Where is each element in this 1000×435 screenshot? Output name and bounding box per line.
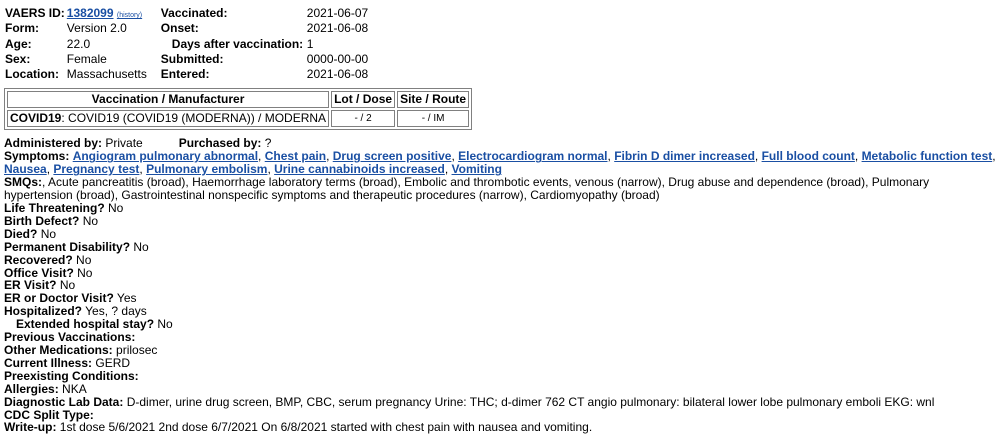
birth-defect-label: Birth Defect?: [4, 213, 80, 228]
diagnostic-row: [4, 396, 1000, 409]
age-label: Age:: [5, 36, 32, 51]
symptom-link[interactable]: Nausea: [4, 162, 47, 177]
symptom-link[interactable]: Metabolic function test: [861, 149, 993, 164]
purchased-by-label: Purchased by:: [178, 136, 262, 151]
col-vaccination-manufacturer: Vaccination / Manufacturer: [7, 91, 329, 108]
cdc-split-label: CDC Split Type:: [4, 407, 94, 422]
allergies-label: Allergies:: [4, 381, 59, 396]
sex-value: Female: [66, 51, 107, 66]
history-link[interactable]: (history): [116, 12, 143, 19]
vax-code: COVID19: [10, 111, 62, 126]
preexisting-row: [4, 370, 1000, 383]
location-value: Massachusetts: [66, 67, 147, 82]
er-doctor-visit-value: Yes: [116, 291, 137, 306]
symptom-link[interactable]: Electrocardiogram normal: [458, 149, 608, 164]
smqs-label: SMQs:: [4, 175, 43, 190]
writeup-row: [4, 421, 1000, 434]
symptom-link[interactable]: Angiogram pulmonary abnormal: [72, 149, 259, 164]
office-visit-label: Office Visit?: [4, 265, 74, 280]
administered-by-value: Private: [105, 136, 143, 151]
birth-defect-row: [4, 215, 1000, 228]
preexisting-label: Preexisting Conditions:: [4, 368, 139, 383]
diagnostic-value: D-dimer, urine drug screen, BMP, CBC, serum pregnancy Urine: THC; d-dimer 762 CT angio pulmonary: bilateral lower lobe pulmonary emboli EKG: wnl: [126, 394, 935, 409]
onset-label: Onset:: [160, 21, 199, 36]
symptom-link[interactable]: Full blood count: [761, 149, 855, 164]
extended-stay-value: No: [157, 317, 173, 332]
vaccinated-label: Vaccinated:: [160, 6, 228, 20]
vax-name: : COVID19 (COVID19 (MODERNA)) / MODERNA: [61, 111, 327, 126]
days-after-label: Days after vaccination:: [171, 36, 304, 51]
lot-dose-cell: - / 2: [331, 110, 395, 127]
days-after-value: 1: [306, 36, 314, 51]
symptom-link[interactable]: Urine cannabinoids increased: [274, 162, 445, 177]
died-row: [4, 228, 1000, 241]
life-threatening-row: [4, 202, 1000, 215]
allergies-value: NKA: [62, 381, 87, 396]
entered-value: 2021-06-08: [306, 67, 369, 82]
symptoms-label: Symptoms:: [4, 149, 70, 164]
hospitalized-label: Hospitalized?: [4, 304, 83, 319]
administered-by-label: Administered by:: [4, 136, 103, 151]
other-medications-label: Other Medications:: [4, 342, 113, 357]
permanent-disability-value: No: [133, 239, 149, 254]
vaccination-table-header: [7, 91, 469, 108]
form-label: Form:: [5, 21, 39, 36]
er-doctor-visit-label: ER or Doctor Visit?: [4, 291, 114, 306]
header-row: [4, 38, 408, 53]
vaccinated-value: 2021-06-07: [306, 6, 369, 20]
vaers-id-cell: [66, 7, 160, 22]
birth-defect-value: No: [82, 213, 99, 228]
current-illness-value: GERD: [95, 355, 131, 370]
recovered-label: Recovered?: [4, 252, 73, 267]
header-row: [4, 22, 408, 37]
died-label: Died?: [4, 226, 38, 241]
er-visit-row: [4, 279, 1000, 292]
previous-vaccinations-label: Previous Vaccinations:: [4, 330, 136, 345]
extended-stay-label: Extended hospital stay?: [16, 317, 155, 332]
smqs-row: [4, 176, 1000, 202]
onset-value: 2021-06-08: [306, 21, 369, 36]
location-label: Location:: [5, 67, 59, 82]
age-value: 22.0: [66, 36, 91, 51]
office-visit-value: No: [77, 265, 93, 280]
er-visit-label: ER Visit?: [4, 278, 57, 293]
site-route-cell: - / IM: [397, 110, 469, 127]
writeup-label: Write-up:: [4, 420, 57, 435]
other-medications-value: prilosec: [116, 342, 158, 357]
symptom-link[interactable]: Chest pain: [264, 149, 327, 164]
life-threatening-value: No: [108, 201, 124, 216]
entered-label: Entered:: [160, 67, 210, 82]
report-header-table: [4, 7, 408, 83]
submitted-value: 0000-00-00: [306, 51, 369, 66]
writeup-value: 1st dose 5/6/2021 2nd dose 6/7/2021 On 6/8/2021 started with chest pain with nausea and vomiting.: [59, 420, 593, 435]
symptom-link[interactable]: Pregnancy test: [53, 162, 140, 177]
symptom-link[interactable]: Fibrin D dimer increased: [614, 149, 755, 164]
col-site-route: Site / Route: [397, 91, 469, 108]
other-medications-row: [4, 344, 1000, 357]
vaccination-table: [4, 88, 472, 130]
symptom-link[interactable]: Vomiting: [451, 162, 502, 177]
vaccination-cell: [7, 110, 329, 127]
form-value: Version 2.0: [66, 21, 127, 36]
er-visit-value: No: [59, 278, 76, 293]
diagnostic-label: Diagnostic Lab Data:: [4, 394, 124, 409]
report-details: [4, 137, 1000, 434]
died-value: No: [40, 226, 57, 241]
vaccination-row: [7, 110, 469, 127]
header-row: [4, 53, 408, 68]
sex-label: Sex:: [5, 51, 31, 66]
header-row: [4, 68, 408, 83]
er-doctor-visit-row: [4, 292, 1000, 305]
symptoms-row: Symptoms: Angiogram pulmonary abnormal, Chest pain, Drug screen positive, Electrocardiogram normal, Fibrin D dimer increased, Full blood count, Metabolic function test, Nausea, Pregnancy test, Pulmonary embolism, Urine cannabinoids increased, Vomiting: [4, 149, 996, 177]
purchased-by-value: ?: [264, 136, 272, 151]
hospitalized-value: Yes, ? days: [85, 304, 147, 319]
symptom-link[interactable]: Pulmonary embolism: [146, 162, 268, 177]
header-row: [4, 7, 408, 22]
extended-stay-row: [4, 318, 1000, 331]
submitted-label: Submitted:: [160, 51, 224, 66]
symptom-link[interactable]: Drug screen positive: [332, 149, 452, 164]
current-illness-row: [4, 357, 1000, 370]
vaers-id-label: VAERS ID:: [5, 6, 65, 20]
permanent-disability-row: [4, 241, 1000, 254]
col-lot-dose: Lot / Dose: [331, 91, 395, 108]
permanent-disability-label: Permanent Disability?: [4, 239, 131, 254]
office-visit-row: [4, 267, 1000, 280]
recovered-value: No: [76, 252, 92, 267]
recovered-row: [4, 254, 1000, 267]
life-threatening-label: Life Threatening?: [4, 201, 105, 216]
vaers-id-link[interactable]: 1382099: [66, 6, 114, 20]
current-illness-label: Current Illness:: [4, 355, 93, 370]
smqs-value: , Acute pancreatitis (broad), Haemorrhage laboratory terms (broad), Embolic and thrombotic events, venous (narrow), Drug abuse and dependence (broad), Pulmonary hypertension (broad), Gastrointestinal nonspecific symptoms and therapeutic procedures (narrow), Cardiomyopathy (broad): [4, 175, 930, 203]
vaccination-table-wrapper: [4, 88, 1000, 130]
